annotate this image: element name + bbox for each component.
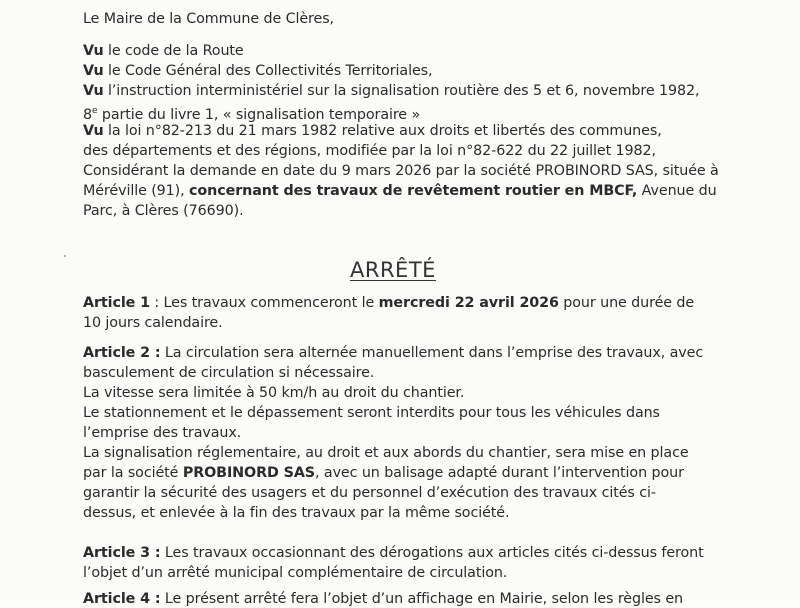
article-3-line: Article 3 : Les travaux occasionnant des dérogations aux articles cités ci-dessus feront — [83, 545, 704, 561]
article-1-line: Article 1 : Les travaux commenceront le mercredi 22 avril 2026 pour une durée de — [83, 295, 695, 311]
article-2-line: l’emprise des travaux. — [83, 425, 242, 441]
article-label: Article 1 — [83, 295, 150, 311]
article-2-line: La vitesse sera limitée à 50 km/h au droit du chantier. — [83, 385, 465, 401]
vu-continuation: 8e partie du livre 1, « signalisation temporaire » — [83, 106, 421, 123]
article-2-line: Le stationnement et le dépassement seront interdits pour tous les véhicules dans — [83, 405, 660, 421]
article-4-line: Article 4 : Le présent arrêté fera l’objet d’un affichage en Mairie, selon les règles en — [83, 591, 683, 607]
vu-prefix: Vu — [83, 63, 104, 79]
article-2-line: La signalisation réglementaire, au droit et aux abords du chantier, sera mise en place — [83, 445, 689, 461]
scan-speck — [64, 255, 66, 257]
vu-text: la loi n°82-213 du 21 mars 1982 relative aux droits et libertés des communes, — [103, 123, 662, 139]
article-2-line: garantir la sécurité des usagers et du personnel d’exécution des travaux cités ci- — [83, 485, 656, 501]
article-2-line: par la société PROBINORD SAS, avec un balisage adapté durant l’intervention pour — [83, 465, 684, 481]
article-1-line: 10 jours calendaire. — [83, 315, 223, 331]
considerant-line: Méréville (91), concernant des travaux de revêtement routier en MBCF, Avenue du — [83, 183, 717, 199]
mayor-header: Le Maire de la Commune de Clères, — [83, 11, 334, 27]
vu-line — [83, 122, 662, 140]
vu-prefix: Vu — [83, 43, 104, 59]
works-description: concernant des travaux de revêtement routier en MBCF, — [189, 183, 638, 199]
vu-prefix: Vu — [83, 83, 104, 99]
article-2-line: dessus, et enlevée à la fin des travaux par la même société. — [83, 505, 510, 521]
vu-line — [83, 42, 244, 60]
vu-text: l’instruction interministériel sur la signalisation routière des 5 et 6, novembre 1982, — [103, 83, 700, 99]
article-label: Article 3 : — [83, 545, 161, 561]
article-2-line: Article 2 : La circulation sera alternée manuellement dans l’emprise des travaux, avec — [83, 345, 704, 361]
page-title: ARRÊTÉ — [350, 258, 436, 282]
article-label: Article 4 : — [83, 591, 161, 607]
vu-line — [83, 82, 699, 100]
vu-text: le Code Général des Collectivités Territoriales, — [103, 63, 433, 79]
article-2-line: basculement de circulation si nécessaire. — [83, 365, 375, 381]
considerant-line: Parc, à Clères (76690). — [83, 203, 244, 219]
article-3-line: l’objet d’un arrêté municipal complémentaire de circulation. — [83, 565, 508, 581]
vu-line — [83, 62, 432, 80]
vu-continuation: des départements et des régions, modifiée par la loi n°82-622 du 22 juillet 1982, — [83, 143, 656, 159]
article-label: Article 2 : — [83, 345, 161, 361]
company-name: PROBINORD SAS — [182, 465, 316, 481]
vu-prefix: Vu — [83, 123, 104, 139]
considerant-line: Considérant la demande en date du 9 mars 2026 par la société PROBINORD SAS, située à — [83, 163, 719, 179]
start-date: mercredi 22 avril 2026 — [378, 295, 559, 311]
vu-text: le code de la Route — [103, 43, 244, 59]
